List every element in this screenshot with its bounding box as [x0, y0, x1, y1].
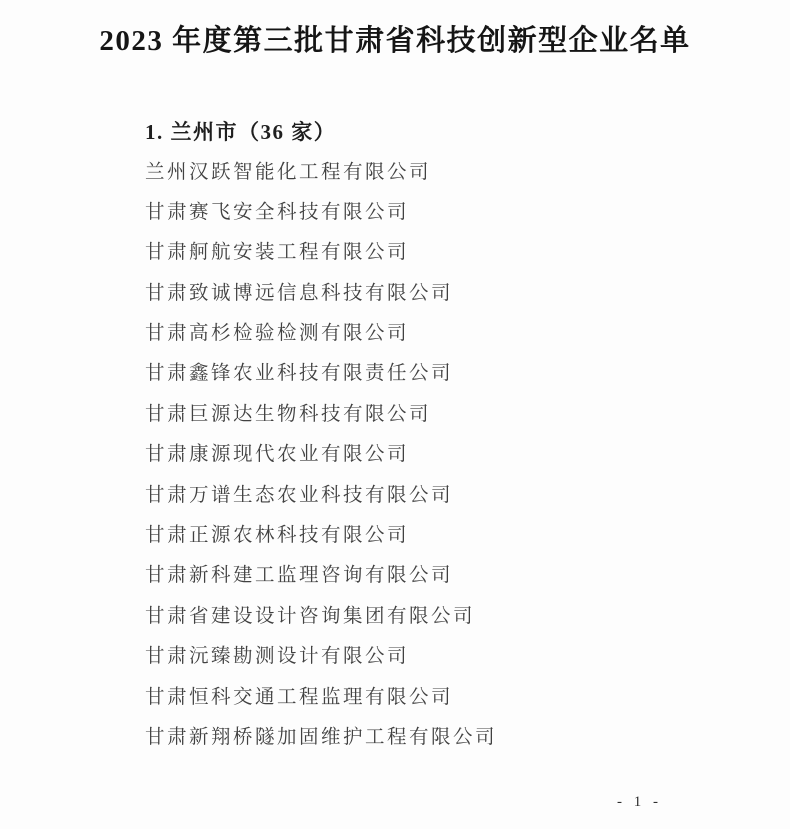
company-list-item: 甘肃省建设设计咨询集团有限公司 [145, 605, 476, 627]
company-list-item: 甘肃恒科交通工程监理有限公司 [145, 686, 454, 708]
company-list-item: 甘肃鑫锋农业科技有限责任公司 [145, 363, 454, 385]
company-list [145, 153, 790, 759]
company-list-item: 甘肃致诚博远信息科技有限公司 [145, 282, 454, 304]
company-list-item: 甘肃高杉检验检测有限公司 [145, 323, 410, 345]
page-title: 2023 年度第三批甘肃省科技创新型企业名单 [99, 25, 691, 57]
company-list-item: 甘肃沅臻勘测设计有限公司 [145, 646, 410, 668]
company-list-item: 甘肃赛飞安全科技有限公司 [145, 201, 410, 223]
company-list-item: 甘肃康源现代农业有限公司 [145, 444, 410, 466]
company-list-item: 甘肃巨源达生物科技有限公司 [145, 403, 432, 425]
company-list-item: 甘肃正源农林科技有限公司 [145, 525, 410, 547]
page-number: - 1 - [617, 794, 662, 810]
company-list-item: 兰州汉跃智能化工程有限公司 [145, 161, 432, 183]
section-heading-lanzhou: 1. 兰州市（36 家） [145, 120, 337, 144]
company-list-item: 甘肃新翔桥隧加固维护工程有限公司 [145, 726, 498, 748]
company-list-section [145, 112, 790, 758]
company-list-item: 甘肃舸航安装工程有限公司 [145, 242, 410, 264]
company-list-item: 甘肃新科建工监理咨询有限公司 [145, 565, 454, 587]
company-list-item: 甘肃万谱生态农业科技有限公司 [145, 484, 454, 506]
